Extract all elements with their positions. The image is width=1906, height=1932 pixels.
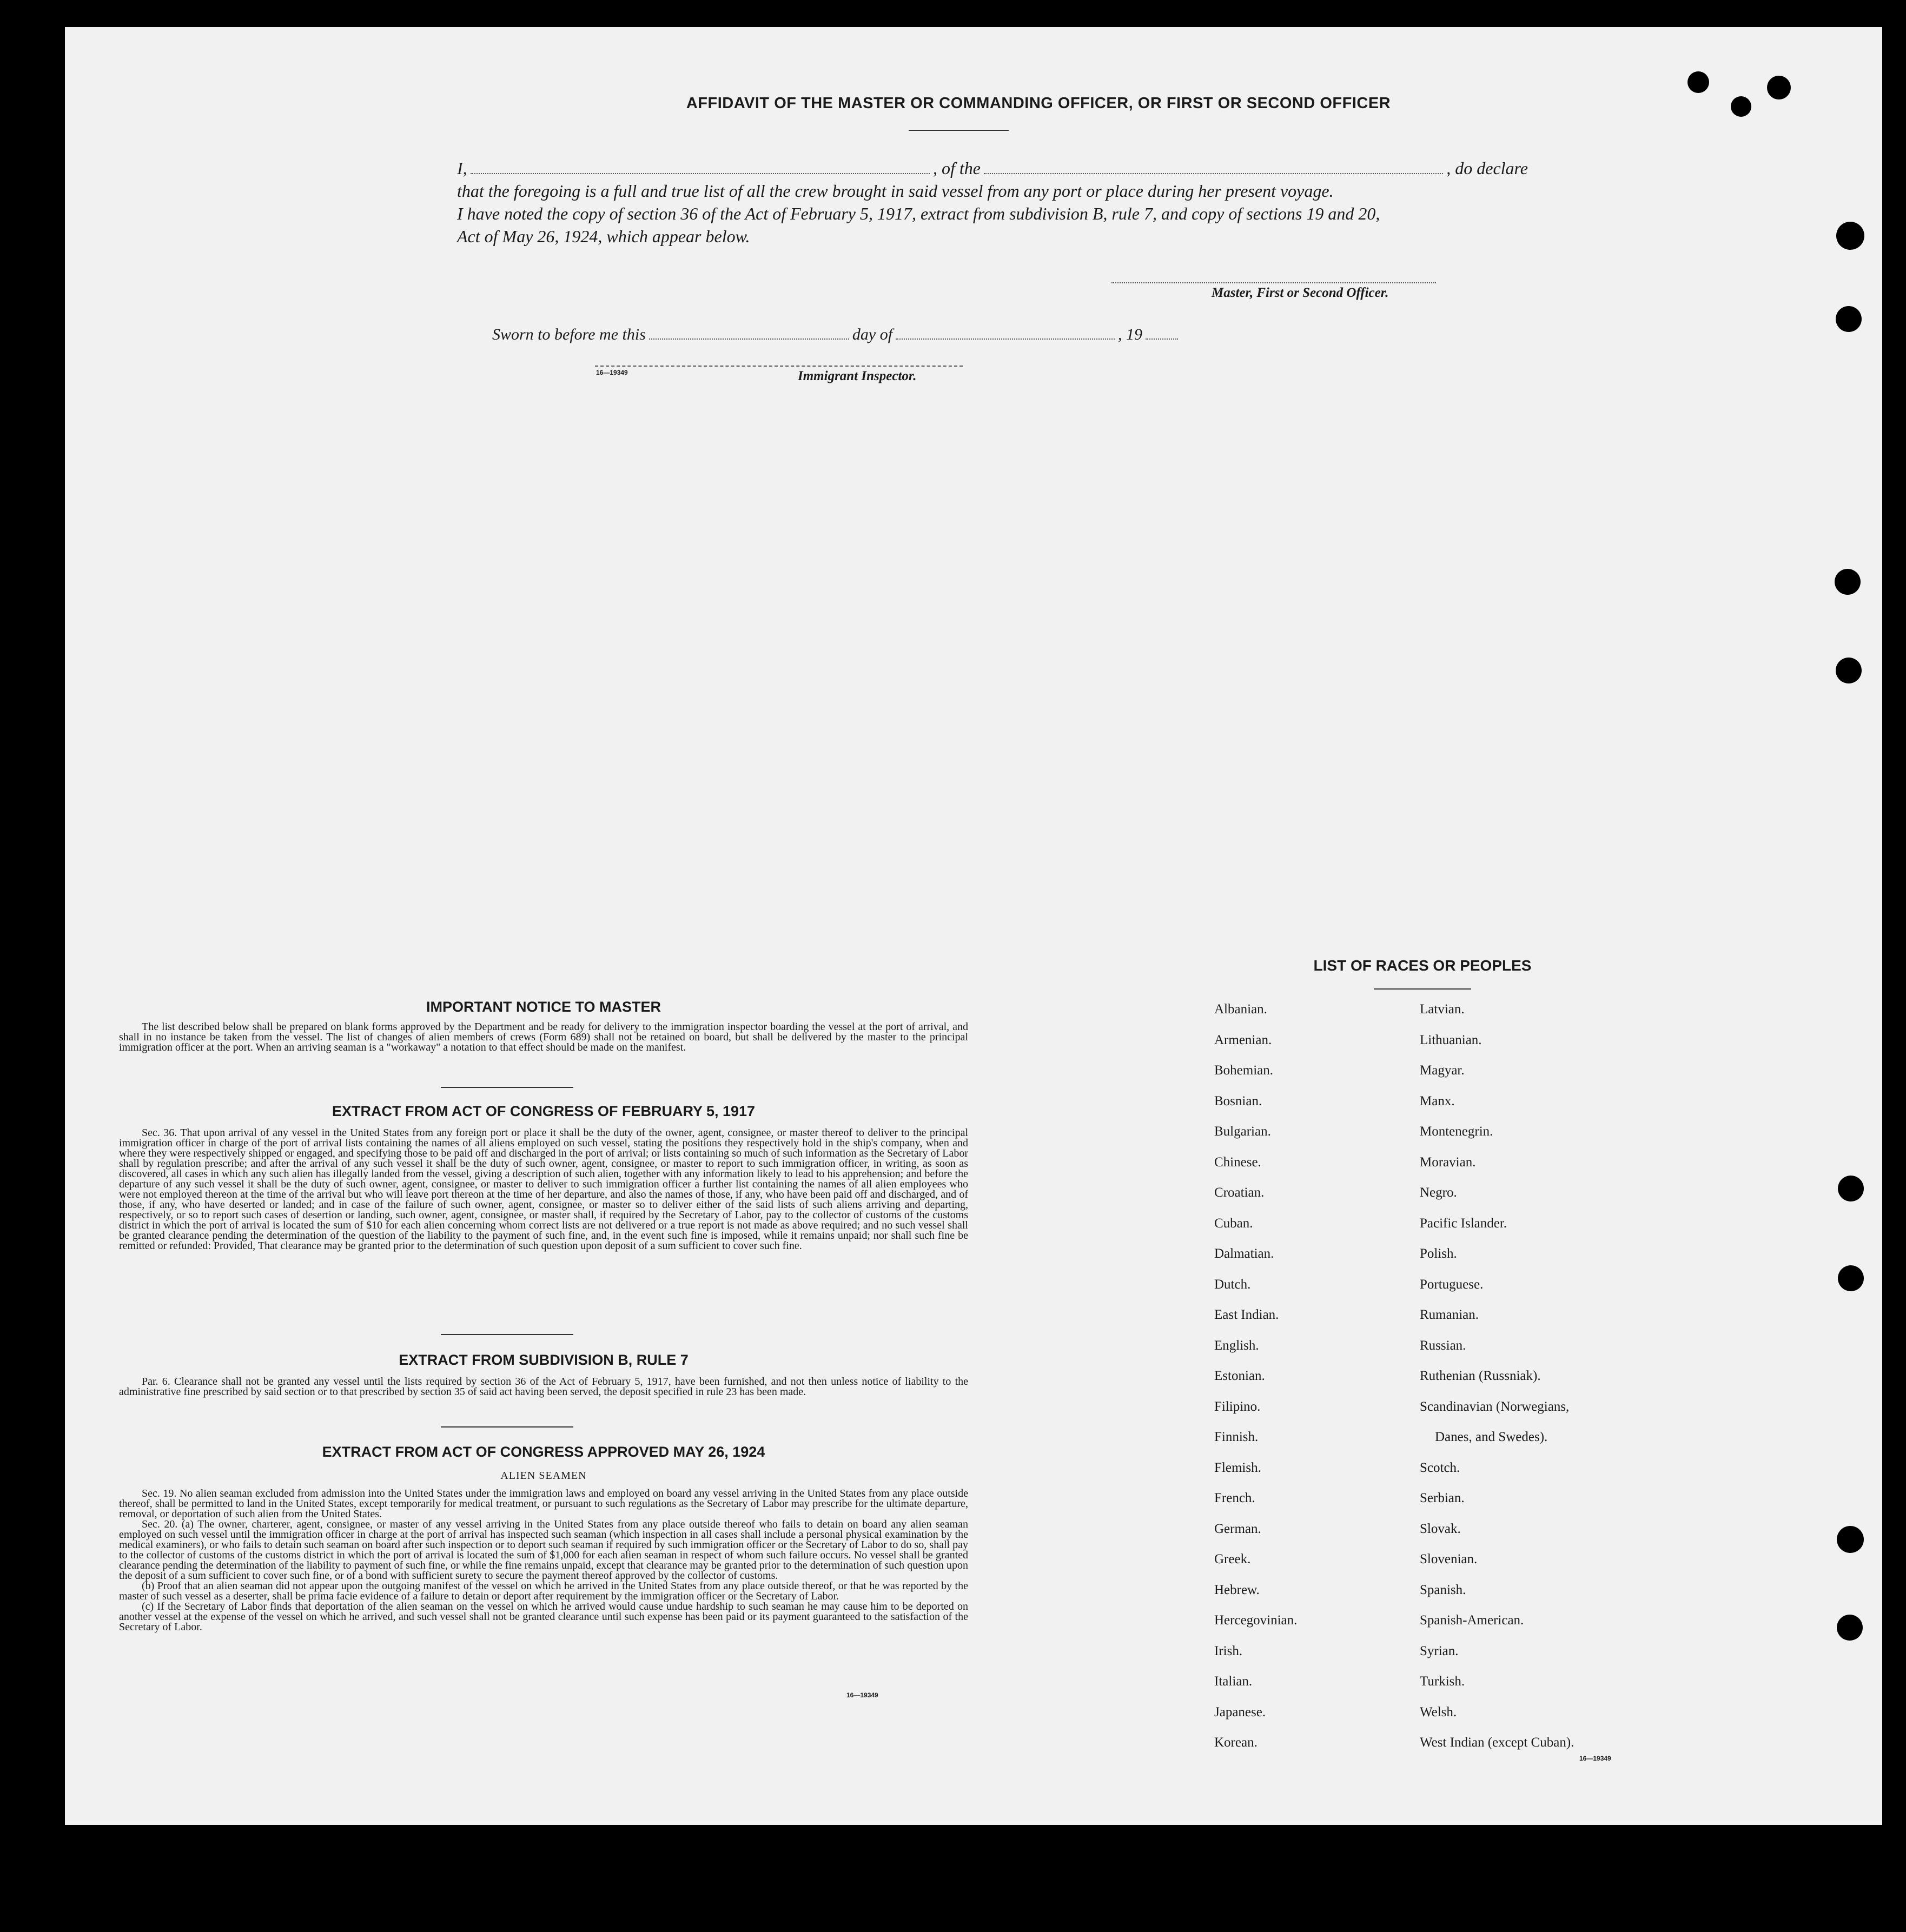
sworn-line xyxy=(492,326,1303,344)
race-item: Scandinavian (Norwegians, xyxy=(1420,1399,1570,1414)
race-item: Portuguese. xyxy=(1420,1277,1484,1292)
declaration-of-the: , of the xyxy=(932,158,981,178)
race-item: West Indian (except Cuban). xyxy=(1420,1735,1574,1750)
section-rule xyxy=(441,1426,573,1428)
race-item: Chinese. xyxy=(1214,1154,1261,1170)
section-20b-paragraph: (b) Proof that an alien seaman did not appear upon the outgoing manifest of the vessel on which he arrived in the United States from any place outside thereof, or that he was reported by the master of such vessel as a deserter, shall be prima facie evidence of a failure to detain or deport after requirement by the immigration officer or the Secretary of Labor. xyxy=(119,1580,968,1602)
race-item: East Indian. xyxy=(1214,1307,1279,1322)
race-item: Turkish. xyxy=(1420,1674,1465,1689)
extract-1917-title: EXTRACT FROM ACT OF CONGRESS OF FEBRUARY 5, 1917 xyxy=(332,1103,756,1119)
race-item: Dutch. xyxy=(1214,1277,1251,1292)
race-item: Welsh. xyxy=(1420,1704,1457,1719)
section-36-paragraph: Sec. 36. That upon arrival of any vessel in the United States from any foreign port or place it shall be the duty of the owner, agent, consignee, or master thereof to deliver to the principal immigration officer in charge of the port of arrival lists containing the names of all aliens employed on such vessel, stating the positions they respectively hold in the ship's company, when and where they were respectively shipped or engaged, and specifying those to be paid off and discharged in the port of arrival; or lists containing so much of such information as the Secretary of Labor shall by regulation prescribe; and after the arrival of any such vessel it shall be the duty of such owner, agent, consignee, or master to report to such immigration officer, in writing, as soon as discovered, all cases in which any such alien has illegally landed from the vessel, giving a description of such alien, together with any information likely to lead to his apprehension; and before the departure of any such vessel it shall be the duty of such owner, agent, consignee, or master to deliver to such immigration officer a further list containing the names of all alien employees who were not employed thereon at the time of the arrival but who will leave port thereon at the time of her departure, and also the names of those, if any, who have been paid off and discharged, and of those, if any, who have deserted or landed; and in case of the failure of such owner, agent, consignee, or master so to deliver either of the said lists of such aliens arriving and departing, respectively, or so to report such cases of desertion or landing, such owner, agent, consignee, or master shall, if required by the Secretary of Labor, pay to the collector of customs of the customs district in which the port of arrival is located the sum of $10 for each alien concerning whom correct lists are not delivered or a true report is not made as above required; and no such vessel shall be granted clearance pending the determination of the question of the liability to the payment of such fine, and, in the event such fine is imposed, while it remains unpaid; nor shall such fine be remitted or refunded: Provided, That clearance may be granted prior to the determination of such question upon deposit of a sum sufficient to cover such fine. xyxy=(119,1127,968,1252)
race-item: Scotch. xyxy=(1420,1460,1460,1475)
punch-hole xyxy=(1837,1526,1864,1553)
race-item: Filipino. xyxy=(1214,1399,1261,1414)
races-title: LIST OF RACES OR PEOPLES xyxy=(1313,957,1532,974)
race-item: Moravian. xyxy=(1420,1154,1476,1170)
punch-hole xyxy=(1731,96,1751,117)
sworn-day-blank[interactable] xyxy=(649,327,849,340)
race-item: Slovenian. xyxy=(1420,1552,1478,1566)
sworn-year: , 19 xyxy=(1118,326,1143,343)
form-code: 16—19349 xyxy=(596,369,628,376)
form-code: 16—19349 xyxy=(1579,1755,1611,1762)
signature-line[interactable] xyxy=(1111,282,1436,283)
race-item: Flemish. xyxy=(1214,1460,1261,1475)
alien-seamen-subtitle: ALIEN SEAMEN xyxy=(500,1470,587,1482)
name-blank[interactable] xyxy=(471,161,930,174)
vessel-blank[interactable] xyxy=(984,161,1443,174)
race-item: Dalmatian. xyxy=(1214,1246,1274,1261)
section-rule xyxy=(441,1334,573,1335)
races-right-column xyxy=(1420,1001,1723,1765)
race-item: Magyar. xyxy=(1420,1063,1465,1078)
signature-label: Master, First or Second Officer. xyxy=(1212,286,1389,300)
extract-1924-text xyxy=(119,1489,968,1632)
sworn-day-of: day of xyxy=(852,326,893,343)
sworn-month-blank[interactable] xyxy=(896,327,1115,340)
punch-hole xyxy=(1836,658,1862,683)
punch-hole xyxy=(1687,71,1709,93)
punch-hole xyxy=(1838,1265,1864,1291)
subdivision-text xyxy=(119,1377,968,1397)
race-item: Pacific Islander. xyxy=(1420,1216,1507,1231)
punch-hole xyxy=(1835,569,1861,595)
races-left-column xyxy=(1214,1001,1409,1765)
punch-hole xyxy=(1836,222,1864,250)
declaration-line-3: I have noted the copy of section 36 of the Act of February 5, 1917, extract from subdivision B, rule 7, and copy of sections 19 and 20, xyxy=(457,204,1380,223)
race-item: Latvian. xyxy=(1420,1002,1465,1017)
sworn-year-blank[interactable] xyxy=(1146,327,1178,340)
race-item: Lithuanian. xyxy=(1420,1032,1482,1047)
race-item: Slovak. xyxy=(1420,1521,1461,1536)
race-item: Bohemian. xyxy=(1214,1063,1274,1078)
inspector-signature-line[interactable] xyxy=(595,366,963,367)
form-code: 16—19349 xyxy=(846,1691,878,1699)
race-item: Hercegovinian. xyxy=(1214,1613,1298,1628)
punch-hole xyxy=(1838,1176,1864,1201)
race-item: French. xyxy=(1214,1491,1255,1505)
race-item: Finnish. xyxy=(1214,1430,1259,1444)
declaration-line-4: Act of May 26, 1924, which appear below. xyxy=(457,227,750,246)
race-item: Ruthenian (Russniak). xyxy=(1420,1369,1541,1383)
race-item: Negro. xyxy=(1420,1185,1457,1200)
race-item: Russian. xyxy=(1420,1338,1466,1353)
paragraph-6: Par. 6. Clearance shall not be granted any vessel until the lists required by section 36 of the Act of February 5, 1917, have been furnished, and not then unless notice of liability to the administrative fine prescribed by said section or to that prescribed by section 35 of said act having been served, the deposit specified in rule 23 has been made. xyxy=(119,1376,968,1398)
declaration-text xyxy=(457,157,1528,248)
race-item: Estonian. xyxy=(1214,1369,1265,1383)
declaration-i: I, xyxy=(457,158,467,178)
notice-paragraph: The list described below shall be prepared on blank forms approved by the Department and be ready for delivery to the immigration inspector boarding the vessel at the port of arrival, and shall in no instance be taken from the vessel. The list of changes of alien members of crews (Form 689) shall not be retained on board, but shall be delivered by the master to the principal immigration officer at the port. When an arriving seaman is a "workaway" a notation to that effect should be made on the manifest. xyxy=(119,1021,968,1053)
race-item: Armenian. xyxy=(1214,1032,1272,1047)
races-title-rule xyxy=(1374,988,1471,990)
race-item: Italian. xyxy=(1214,1674,1253,1689)
affidavit-title: AFFIDAVIT OF THE MASTER OR COMMANDING OFFICER, OR FIRST OR SECOND OFFICER xyxy=(686,95,1391,112)
race-item-continued: Danes, and Swedes). xyxy=(1435,1430,1548,1444)
punch-hole xyxy=(1836,306,1862,332)
race-item: Rumanian. xyxy=(1420,1307,1479,1322)
section-rule xyxy=(441,1087,573,1088)
title-rule xyxy=(909,130,1009,131)
race-item: German. xyxy=(1214,1521,1261,1536)
race-item: Greek. xyxy=(1214,1552,1251,1566)
notice-text xyxy=(119,1022,968,1053)
punch-hole xyxy=(1837,1615,1863,1641)
race-item: Cuban. xyxy=(1214,1216,1253,1231)
race-item: Bulgarian. xyxy=(1214,1124,1271,1139)
race-item: Croatian. xyxy=(1214,1185,1265,1200)
section-20c-paragraph: (c) If the Secretary of Labor finds that deportation of the alien seaman on the vessel on which he arrived would cause undue hardship to such seaman he may cause him to be deported on another vessel at the expense of the vessel on which he arrived, and such vessel shall not be granted clearance until such expense has been paid or its payment guaranteed to the satisfaction of the Secretary of Labor. xyxy=(119,1601,968,1633)
race-item: Bosnian. xyxy=(1214,1093,1262,1108)
race-item: Spanish-American. xyxy=(1420,1613,1524,1628)
race-item: Irish. xyxy=(1214,1643,1243,1658)
extract-1917-text xyxy=(119,1128,968,1251)
subdivision-title: EXTRACT FROM SUBDIVISION B, RULE 7 xyxy=(399,1352,689,1368)
form-page xyxy=(65,27,1882,1825)
race-item: English. xyxy=(1214,1338,1259,1353)
race-item: Serbian. xyxy=(1420,1491,1465,1505)
race-item: Japanese. xyxy=(1214,1704,1266,1719)
sworn-label: Sworn to before me this xyxy=(492,326,646,343)
punch-hole xyxy=(1767,76,1791,99)
race-item: Polish. xyxy=(1420,1246,1457,1261)
race-item: Montenegrin. xyxy=(1420,1124,1493,1139)
extract-1924-title: EXTRACT FROM ACT OF CONGRESS APPROVED MAY 26, 1924 xyxy=(322,1444,765,1460)
race-item: Manx. xyxy=(1420,1093,1455,1108)
notice-title: IMPORTANT NOTICE TO MASTER xyxy=(426,999,661,1015)
inspector-label: Immigrant Inspector. xyxy=(798,369,917,383)
declaration-do-declare: , do declare xyxy=(1446,158,1528,178)
race-item: Albanian. xyxy=(1214,1002,1267,1017)
section-20a-paragraph: Sec. 20. (a) The owner, charterer, agent, consignee, or master of any vessel arriving in the United States from any place outside thereof who fails to detain on board any alien seaman employed on such vessel until the immigration officer in charge at the port of arrival has inspected such seaman (which inspection in all cases shall include a personal physical examination by the medical examiners), or who fails to detain such seaman on board after such inspection or to deport such seaman if required by such immigration officer or the Secretary of Labor to do so, shall pay to the collector of customs of the customs district in which the port of arrival is located the sum of $1,000 for each alien seaman in respect of whom such failure occurs. No vessel shall be granted clearance pending the determination of the liability to payment of such fine, or while the fine remains unpaid, except that clearance may be granted prior to the determination of such question upon the deposit of a sum sufficient to cover such fine, or of a bond with sufficient surety to secure the payment thereof approved by the collector of customs. xyxy=(119,1518,968,1582)
race-item: Korean. xyxy=(1214,1735,1258,1750)
race-item: Syrian. xyxy=(1420,1643,1459,1658)
race-item: Spanish. xyxy=(1420,1582,1466,1597)
section-19-paragraph: Sec. 19. No alien seaman excluded from admission into the United States under the immigration laws and employed on board any vessel arriving in the United States from any place outside thereof, shall be permitted to land in the United States, except temporarily for medical treatment, or pursuant to such regulations as the Secretary of Labor may prescribe for the ultimate departure, removal, or deportation of such alien from the United States. xyxy=(119,1488,968,1520)
declaration-line-2: that the foregoing is a full and true list of all the crew brought in said vessel from any port or place during her present voyage. xyxy=(457,181,1334,201)
race-item: Hebrew. xyxy=(1214,1582,1260,1597)
